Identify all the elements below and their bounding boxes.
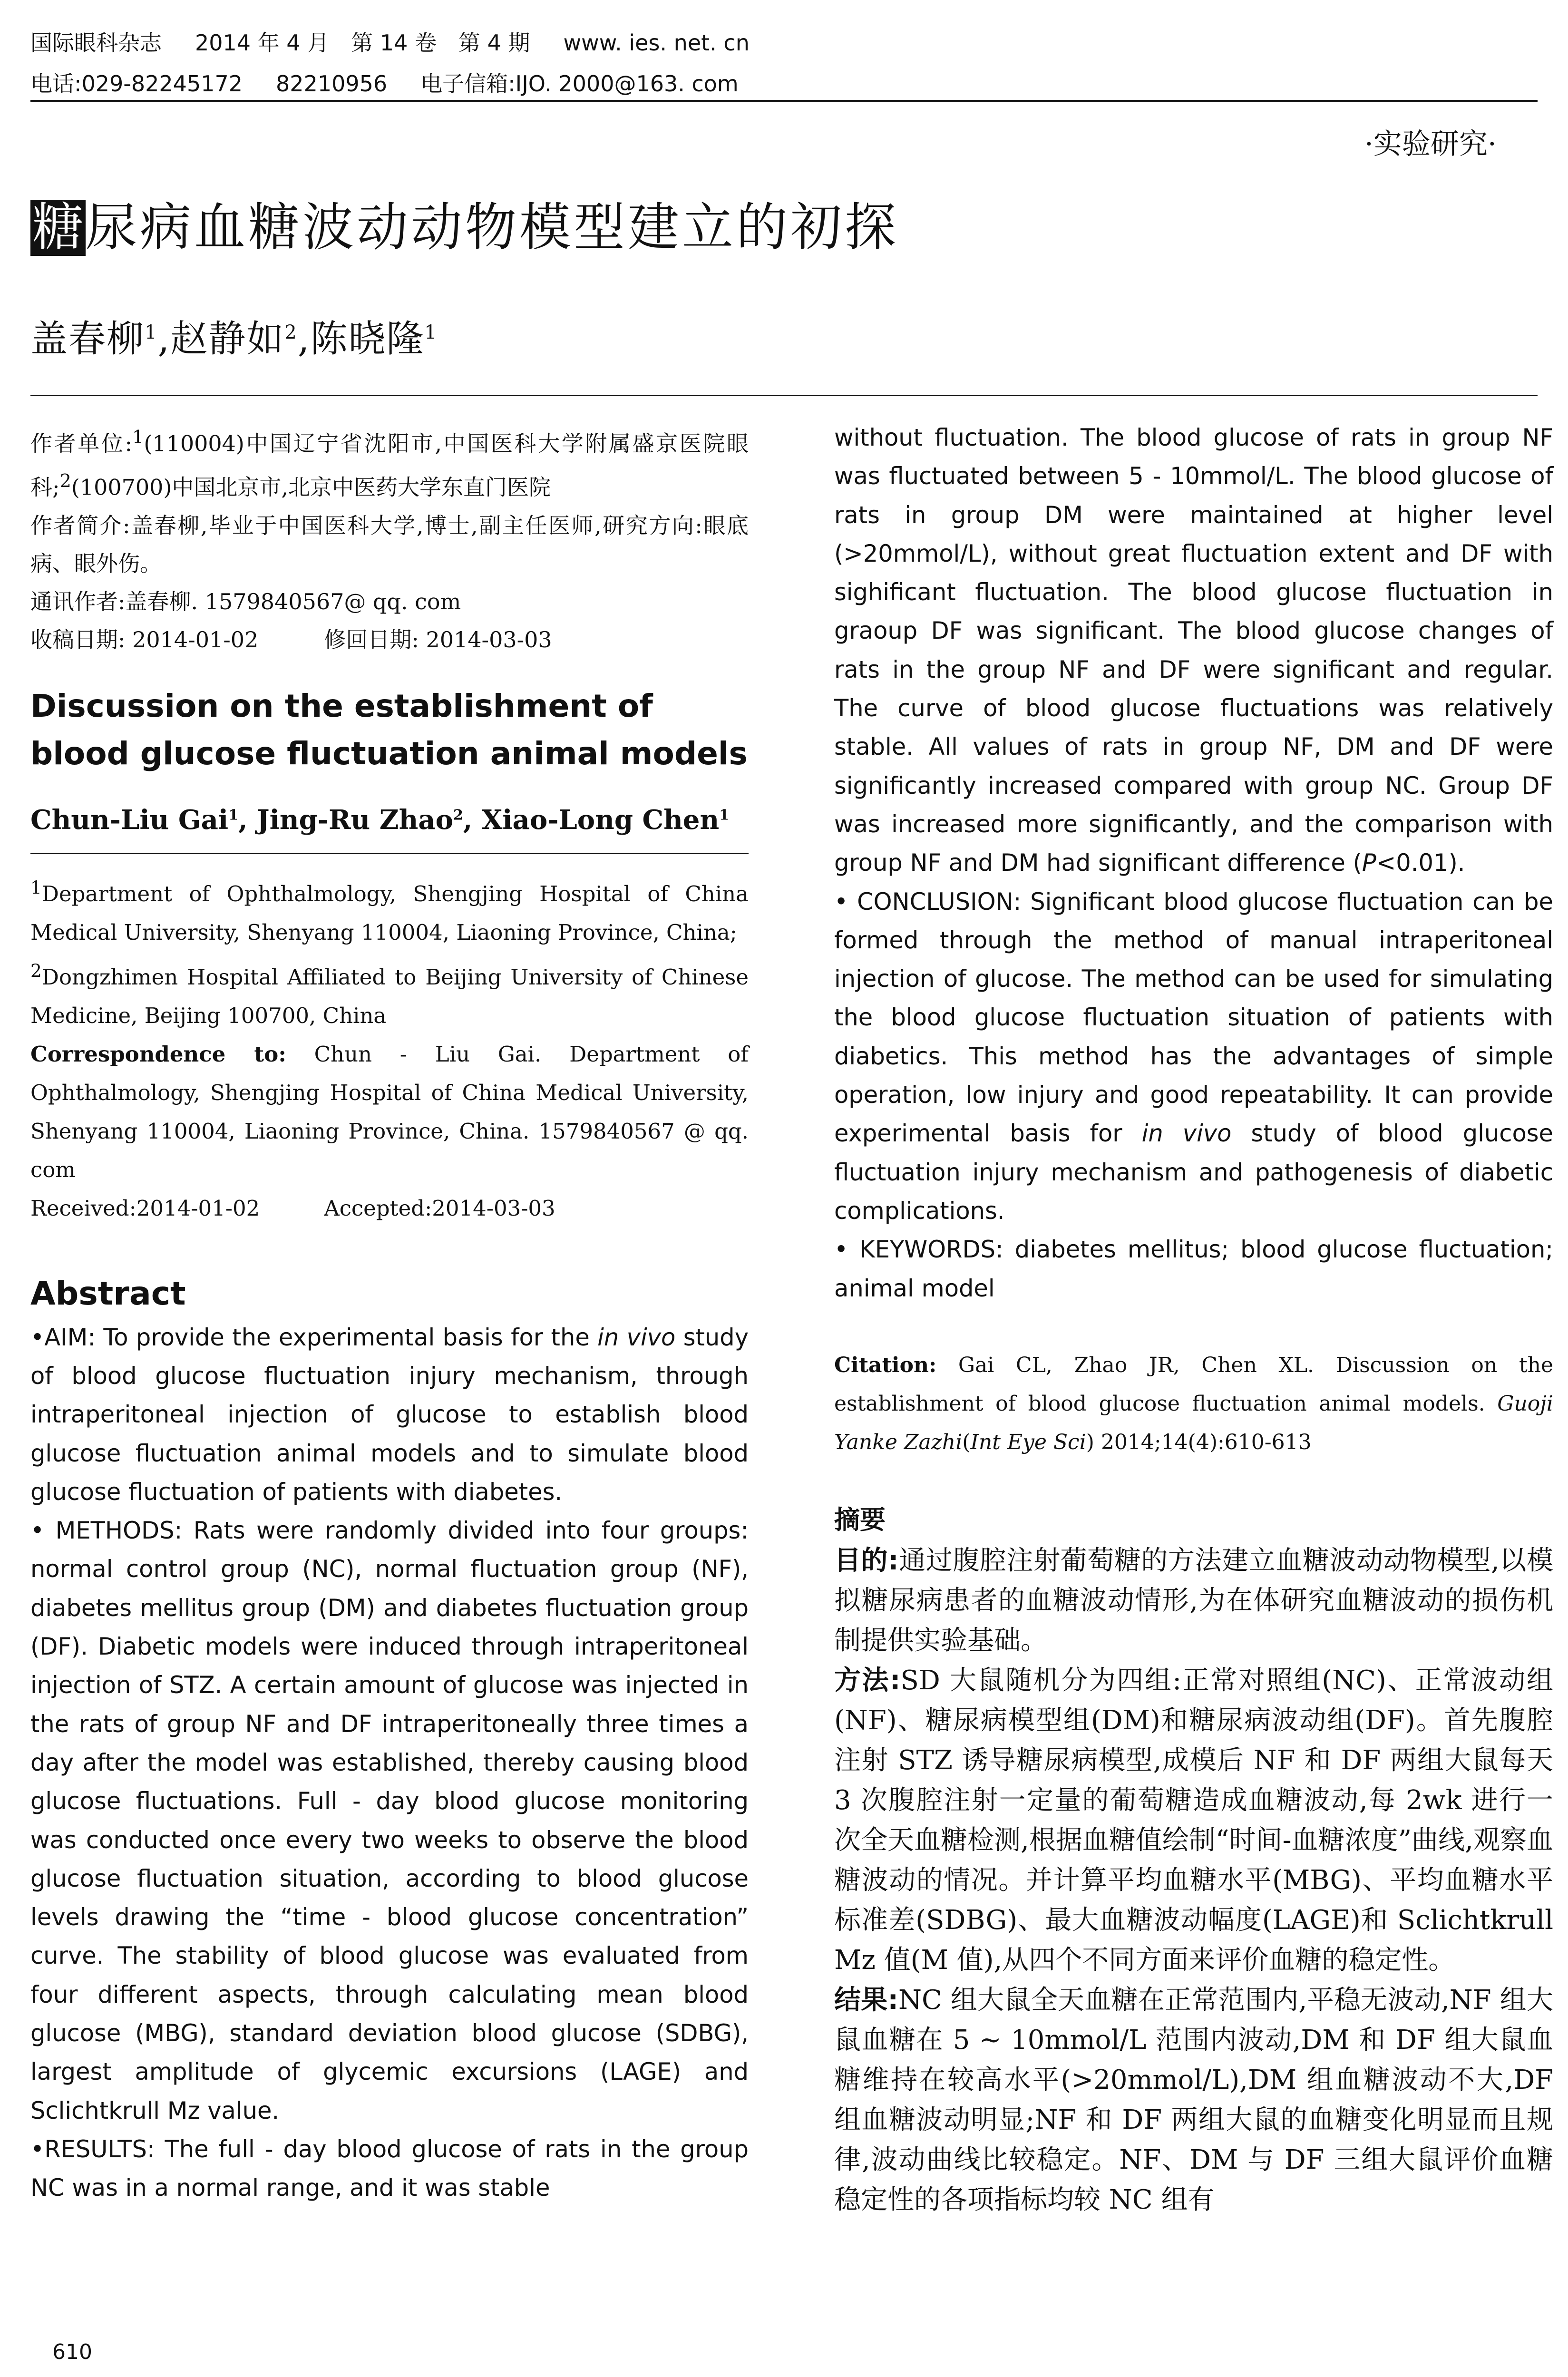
title-rest: 尿病血糖波动动物模型建立的初探	[86, 198, 899, 257]
author-info	[30, 419, 749, 659]
phone-2: 82210956	[276, 71, 388, 97]
page-number: 610	[52, 2340, 92, 2364]
citation-journal-abbr: Int Eye Sci	[970, 1430, 1086, 1454]
header-rule	[30, 100, 1538, 102]
cn-results	[834, 1980, 1553, 2220]
contact-header	[30, 67, 772, 98]
author-bio: 作者简介:盖春柳,毕业于中国医科大学,博士,副主任医师,研究方向:眼底病、眼外伤。	[30, 512, 749, 576]
abstract-results-cont	[834, 419, 1553, 883]
author-1-sup: 1	[145, 321, 158, 343]
en-author-2-sup: 2	[453, 807, 463, 823]
correspondence-text: Chun - Liu Gai. Department of Ophthalmology, Shengjing Hospital of China Medical University, Shenyang 110004, Liaoning Province, China. 1579840567 @ qq. com	[30, 1041, 749, 1182]
authors-english: Chun-Liu Gai$^1$, Jing-Ru Zhao$^2$, Xiao-Long Chen$^1$	[30, 804, 730, 836]
journal-name: 国际眼科杂志	[30, 30, 162, 56]
abstract-keywords: • KEYWORDS: diabetes mellitus; blood glucose fluctuation; animal model	[834, 1236, 1553, 1302]
citation-text	[834, 1346, 1553, 1461]
section-tag: ·实验研究·	[1364, 127, 1497, 161]
phone: 电话:029-82245172	[30, 71, 243, 97]
received-accepted: Received:2014-01-02 Accepted:2014-03-03	[30, 1195, 555, 1221]
author-2-sup: 2	[284, 321, 298, 343]
email: 电子信箱:IJO. 2000@163. com	[420, 71, 739, 97]
citation	[834, 1346, 1553, 1461]
cn-methods-text: SD 大鼠随机分为四组:正常对照组(NC)、正常波动组(NF)、糖尿病模型组(DM)和糖尿病波动组(DF)。首先腹腔注射 STZ 诱导糖尿病模型,成模后 NF 和 DF 两组大鼠每天 3 次腹腔注射一定量的葡萄糖造成血糖波动,每 2wk 进行一次全天血糖检测,根据血糖值绘制“时间-血糖浓度”曲线,观察血糖波动的情况。并计算平均血糖水平(MBG)、平均血糖水平标准差(SDBG)、最大血糖波动幅度(LAGE)和 Sclichtkrull Mz 值(M 值),从四个不同方面来评价血糖的稳定性。	[834, 1665, 1553, 1976]
abstract-right	[834, 419, 1553, 1308]
citation-text-post: ) 2014;14(4):610-613	[1086, 1430, 1312, 1454]
abstract-methods: • METHODS: Rats were randomly divided into four groups: normal control group (NC), normal fluctuation group (NF), diabetes mellitus group (DM) and diabetes fluctuation group (DF). Diabetic models were induced through intraperitoneal injection of STZ. A certain amount of glucose was injected in the rats of group NF and DF intraperitoneally three times a day after the model was established, thereby causing blood glucose fluctuations. Full - day blood glucose monitoring was conducted once every two weeks to observe the blood glucose fluctuation situation, according to blood glucose levels drawing the “time - blood glucose concentration” curve. The stability of blood glucose was evaluated from four different aspects, through calculating mean blood glucose (MBG), standard deviation blood glucose (SDBG), largest amplitude of glycemic excursions (LAGE) and Sclichtkrull Mz value.	[30, 1517, 749, 2124]
cn-abstract-heading: 摘要	[834, 1504, 886, 1535]
en-author-3: Xiao-Long Chen	[481, 804, 720, 836]
p-value-italic: P	[1362, 849, 1376, 877]
cn-methods-label: 方法:	[834, 1665, 901, 1696]
cn-results-text: NC 组大鼠全天血糖在正常范围内,平稳无波动,NF 组大鼠血糖在 5 ~ 10mmol/L 范围内波动,DM 和 DF 组大鼠血糖维持在较高水平(>20mmol/L),DM 组血糖波动不大,DF 组血糖波动明显;NF 和 DF 两组大鼠的血糖变化明显而且规律,波动曲线比较稳定。NF、DM 与 DF 三组大鼠评价血糖稳定性的各项指标均较 NC 组有	[834, 1984, 1553, 2215]
left-column	[30, 419, 749, 2207]
journal-website: www. ies. net. cn	[563, 30, 750, 56]
cn-abstract	[834, 1541, 1553, 2220]
unit-text-2: (100700)中国北京市,北京中医药大学东直门医院	[71, 474, 551, 500]
cn-results-label: 结果:	[834, 1984, 898, 2016]
citation-journal: Guoji Yanke Zazhi	[834, 1391, 1553, 1454]
citation-label: Citation:	[834, 1353, 937, 1377]
affiliation-2	[30, 952, 749, 1035]
aff-1-text: Department of Ophthalmology, Shengjing Hospital of China Medical University, Shenyang 110004, Liaoning Province, China;	[30, 881, 749, 945]
english-title: Discussion on the establishment of blood glucose fluctuation animal models	[30, 687, 748, 772]
citation-paren: (	[962, 1430, 971, 1454]
title-first-char: 糖	[30, 200, 86, 256]
citation-text-pre: Gai CL, Zhao JR, Chen XL. Discussion on the establishment of blood glucose fluctuation animal models.	[834, 1353, 1553, 1416]
affiliation-1	[30, 868, 749, 952]
abstract-left	[30, 1318, 749, 2208]
conclusion-text-2: study of blood glucose fluctuation injury mechanism and pathogenesis of diabetic complications.	[834, 1120, 1553, 1225]
aim-text: •AIM: To provide the experimental basis for the	[30, 1323, 598, 1351]
unit-label: 作者单位:	[30, 430, 132, 457]
cn-methods	[834, 1661, 1553, 1980]
en-author-2: Jing-Ru Zhao	[257, 804, 453, 836]
cn-aim-label: 目的:	[834, 1545, 899, 1576]
conclusion-text: • CONCLUSION: Significant blood glucose fluctuation can be formed through the method of manual intraperitoneal injection of glucose. The method can be used for simulating the blood glucose fluctuation situation of patients with diabetics. This method has the advantages of simple operation, low injury and good repeatability. It can provide experimental basis for	[834, 887, 1553, 1148]
results-text: without fluctuation. The blood glucose of rats in group NF was fluctuated between 5 - 10mmol/L. The blood glucose of rats in group DM were maintained at higher level (>20mmol/L), without great fluctuation extent and DF with sighificant fluctuation. The blood glucose fluctuation in graoup DF was significant. The blood glucose changes of rats in the group NF and DF were significant and regular. The curve of blood glucose fluctuations was relatively stable. All values of rats in group NF, DM and DF were significantly increased compared with group NC. Group DF was increased more significantly, and the comparison with group NF and DM had significant difference (	[834, 424, 1553, 877]
author-3-sup: 1	[424, 321, 438, 343]
title-rule	[30, 395, 1538, 396]
aff-2-text: Dongzhimen Hospital Affiliated to Beijing University of Chinese Medicine, Beijing 100700, China	[30, 964, 749, 1028]
unit-sup-2: 2	[59, 470, 71, 492]
abstract-conclusion	[834, 883, 1553, 1231]
abstract-results-start: •RESULTS: The full - day blood glucose of rats in the group NC was in a normal range, and it was stable	[30, 2135, 749, 2202]
running-header	[30, 26, 783, 57]
cn-aim	[834, 1541, 1553, 1661]
aim-italic: in vivo	[597, 1323, 676, 1351]
author-2: 赵静如	[170, 318, 285, 360]
dates: 收稿日期: 2014-01-02 修回日期: 2014-03-03	[30, 626, 552, 653]
results-text-2: <0.01).	[1376, 849, 1465, 877]
abstract-aim	[30, 1318, 749, 1511]
conclusion-italic: in vivo	[1141, 1120, 1232, 1148]
en-author-1-sup: 1	[228, 807, 239, 823]
affiliations	[30, 868, 749, 1227]
abstract-heading: Abstract	[30, 1275, 186, 1313]
correspondence-label: Correspondence to:	[30, 1041, 286, 1067]
author-unit	[30, 419, 749, 507]
aim-text-2: study of blood glucose fluctuation injury mechanism, through intraperitoneal injection of glucose to establish blood glucose fluctuation animal models and to simulate blood glucose fluctuation of patients with diabetes.	[30, 1323, 749, 1506]
aff-sup-1: 1	[30, 877, 42, 898]
correspondence	[30, 1035, 749, 1189]
author-3: 陈晓隆	[310, 318, 425, 360]
en-author-3-sup: 1	[719, 807, 730, 823]
right-column	[834, 419, 1553, 2220]
corresponding-author: 通讯作者:盖春柳. 1579840567@ qq. com	[30, 588, 461, 614]
authors-chinese: 盖春柳$^1$,赵静如$^2$,陈晓隆$^1$	[30, 318, 438, 360]
aff-sup-2: 2	[30, 960, 42, 981]
article-title	[30, 200, 899, 256]
affiliation-rule	[30, 853, 749, 854]
unit-text-1: (110004)中国辽宁省沈阳市,中国医科大学附属盛京医院眼科;	[30, 430, 749, 500]
issue-info: 2014 年 4 月 第 14 卷 第 4 期	[195, 30, 530, 56]
cn-aim-text: 通过腹腔注射葡萄糖的方法建立血糖波动动物模型,以模拟糖尿病患者的血糖波动情形,为在体研究血糖波动的损伤机制提供实验基础。	[834, 1545, 1553, 1656]
en-author-1: Chun-Liu Gai	[30, 804, 229, 836]
author-1: 盖春柳	[30, 318, 145, 360]
unit-sup-1: 1	[132, 427, 144, 448]
